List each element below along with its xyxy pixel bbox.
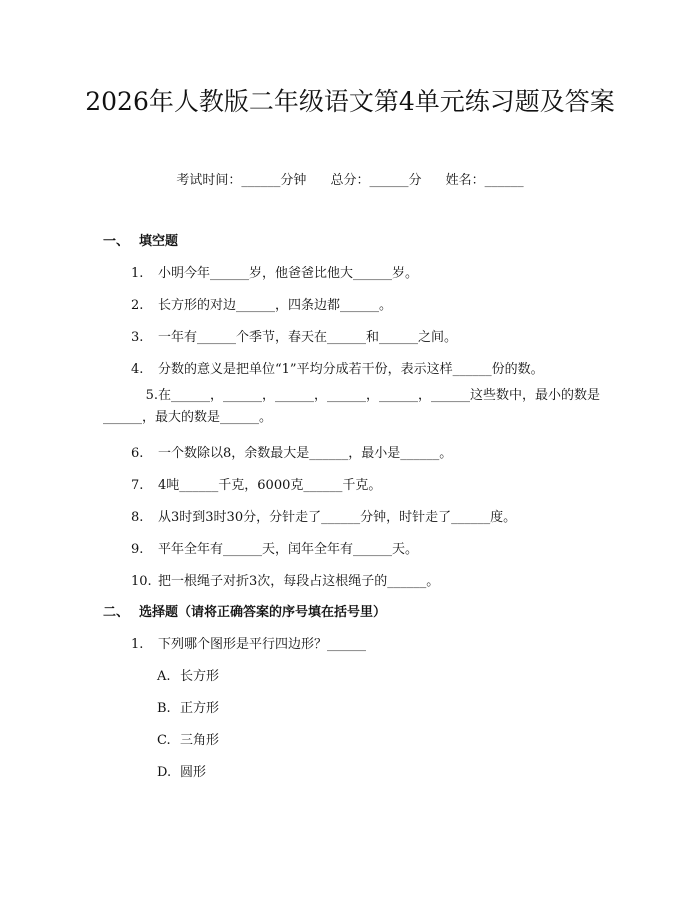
question-text: 分数的意义是把单位“1”平均分成若干份，表示这样______份的数。: [158, 362, 544, 377]
question-number: 1.: [131, 266, 144, 281]
section-title: 填空题: [139, 234, 179, 249]
question-number: 1.: [131, 637, 144, 652]
option-text: 长方形: [180, 669, 220, 684]
question-number: 10.: [131, 574, 152, 589]
question-item: [131, 538, 418, 557]
question-number: 8.: [131, 510, 144, 525]
option-text: 三角形: [180, 733, 220, 748]
option-d: [157, 761, 206, 780]
option-text: 正方形: [180, 701, 220, 716]
question-item: [131, 294, 392, 313]
section-heading: [103, 230, 178, 249]
question-text: 一个数除以8，余数最大是______，最小是______。: [158, 446, 453, 461]
option-letter: D.: [157, 765, 172, 780]
question-number: 3.: [131, 330, 144, 345]
option-letter: B.: [157, 701, 171, 716]
question-item: [131, 262, 418, 281]
total-score: 总分：______分: [330, 173, 422, 188]
question-text: 长方形的对边______，四条边都______。: [158, 298, 393, 313]
question-text: 把一根绳子对折3次，每段占这根绳子的______。: [158, 574, 440, 589]
question-item: [131, 442, 452, 461]
option-b: [157, 697, 219, 716]
student-name: 姓名：______: [445, 173, 524, 188]
question-number: 6.: [131, 446, 144, 461]
question-text: 4吨______千克，6000克______千克。: [158, 478, 382, 493]
question-text: 从3时到3时30分，分针走了______分钟，时针走了______度。: [158, 510, 517, 525]
question-item: [131, 358, 544, 377]
question-item: [131, 326, 457, 345]
question-item: [131, 506, 516, 525]
option-a: [157, 665, 219, 684]
section-title: 选择题（请将正确答案的序号填在括号里）: [139, 605, 387, 620]
exam-meta: [0, 169, 700, 188]
question-text: 平年全年有______天，闰年全年有______天。: [158, 542, 419, 557]
question-item: [131, 570, 439, 589]
question-number: 7.: [131, 478, 144, 493]
question-text: 在______，______，______，______，______，______这些数中，最小的数是______，最大的数是______。: [103, 388, 601, 425]
section-number: 二、: [103, 605, 130, 620]
question-item: [131, 474, 381, 493]
option-c: [157, 729, 219, 748]
question-text: 下列哪个图形是平行四边形？______: [158, 637, 367, 652]
question-item: [103, 385, 603, 429]
question-text: 小明今年______岁，他爸爸比他大______岁。: [158, 266, 419, 281]
question-number: 2.: [131, 298, 144, 313]
question-number: 9.: [131, 542, 144, 557]
option-text: 圆形: [180, 765, 207, 780]
exam-time: 考试时间：______分钟: [176, 173, 307, 188]
section-number: 一、: [103, 234, 130, 249]
document-title: 2026年人教版二年级语文第4单元练习题及答案: [85, 87, 615, 116]
question-number: 5.: [145, 388, 158, 403]
question-item: [131, 633, 366, 652]
question-number: 4.: [131, 362, 144, 377]
question-text: 一年有______个季节，春天在______和______之间。: [158, 330, 458, 345]
section-heading: [103, 601, 386, 620]
option-letter: A.: [157, 669, 171, 684]
option-letter: C.: [157, 733, 171, 748]
